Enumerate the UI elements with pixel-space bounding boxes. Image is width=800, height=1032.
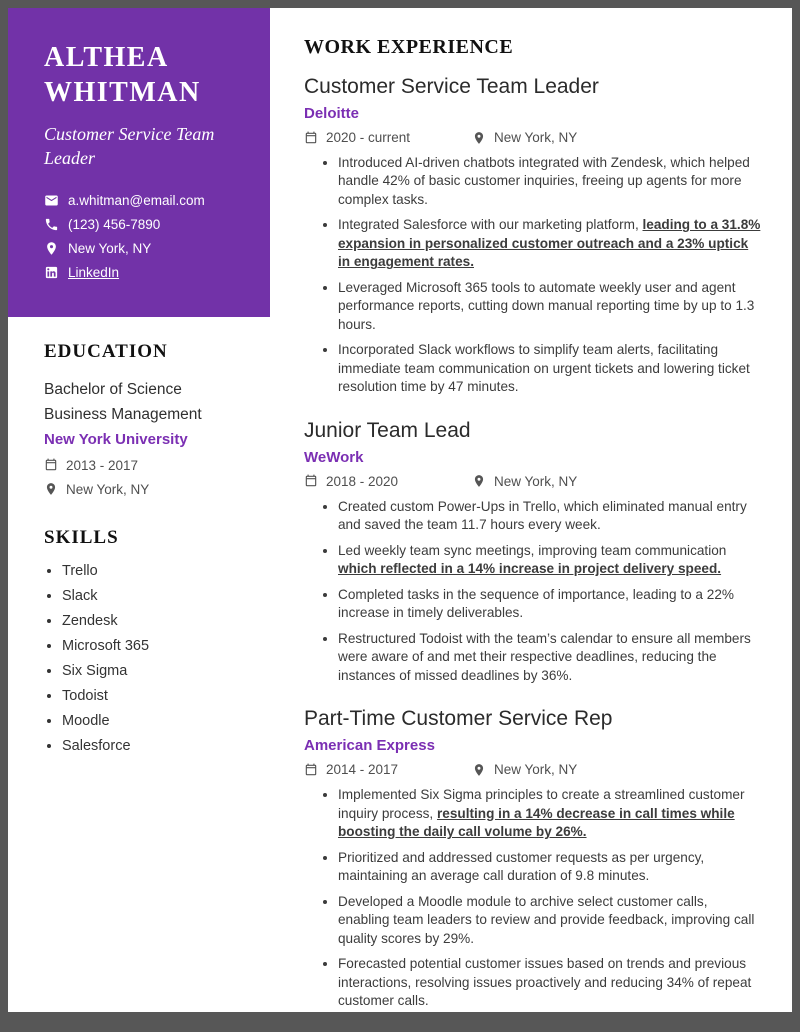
- job-location-text: New York, NY: [494, 762, 578, 778]
- location-pin-icon: [472, 474, 486, 488]
- location-pin-icon: [44, 482, 58, 496]
- job-company: American Express: [304, 737, 435, 755]
- person-title: Customer Service Team Leader: [44, 124, 215, 169]
- bullet-item: • Incorporated Slack workflows to simplify team alerts, facilitating immediate team communication on urgent tickets and lowering ticket resolution time by 47 minutes.: [338, 341, 762, 396]
- job-bullets: [304, 498, 762, 685]
- job-location: [472, 474, 577, 489]
- contact-phone: [44, 217, 244, 232]
- job-title: Part-Time Customer Service Rep: [304, 707, 613, 731]
- contact-block: [44, 193, 244, 280]
- education-degree: Bachelor of Science: [44, 380, 182, 398]
- email-icon: [44, 193, 59, 208]
- education-dates-text: 2013 - 2017: [66, 457, 139, 473]
- education-location: [44, 482, 250, 497]
- calendar-icon: [304, 131, 318, 145]
- bullet-item: • Created custom Power-Ups in Trello, which eliminated manual entry and saved the team 11.7 hours every week.: [338, 498, 762, 535]
- job-meta: [304, 762, 762, 777]
- calendar-icon: [44, 458, 58, 472]
- calendar-icon: [304, 474, 318, 488]
- job-location-text: New York, NY: [494, 130, 578, 145]
- contact-linkedin: [44, 265, 244, 280]
- bullet-item: • Leveraged Microsoft 365 tools to automate weekly user and agent performance reports, cutting down manual reporting time by up to 1.3 hours.: [338, 279, 762, 334]
- resume-page: [8, 8, 792, 1012]
- contact-email: [44, 193, 244, 208]
- job-title: Customer Service Team Leader: [304, 75, 599, 98]
- bullet-item: • Prioritized and addressed customer requests as per urgency, maintaining an average call duration of 9.8 minutes.: [338, 849, 762, 886]
- person-name: ALTHEA WHITMAN: [44, 42, 201, 108]
- bullet-item: • Integrated Salesforce with our marketing platform, leading to a 31.8% expansion in personalized customer outreach and a 23% uptick in engagement rates.: [338, 216, 762, 271]
- education-location-text: New York, NY: [66, 481, 150, 497]
- linkedin-link[interactable]: LinkedIn: [68, 264, 120, 280]
- job-company: WeWork: [304, 448, 364, 466]
- sidebar: [8, 8, 270, 1012]
- education-school: New York University: [44, 430, 188, 448]
- job-company: Deloitte: [304, 105, 360, 122]
- skill-item: • Microsoft 365: [62, 638, 250, 654]
- skill-item: • Zendesk: [62, 613, 250, 629]
- job-dates-text: 2020 - current: [326, 130, 411, 145]
- job-entry: [304, 419, 762, 685]
- location-pin-icon: [472, 763, 486, 777]
- skill-item: • Todoist: [62, 688, 250, 704]
- job-dates: [304, 474, 472, 489]
- job-location: [472, 762, 577, 777]
- bullet-item: • Implemented Six Sigma principles to create a streamlined customer inquiry process, resulting in a 14% decrease in call times while boosting the daily call volume by 26%.: [338, 786, 762, 841]
- job-meta: [304, 474, 762, 489]
- job-title: Junior Team Lead: [304, 418, 471, 442]
- education-field: Business Management: [44, 406, 202, 424]
- skill-item: • Moodle: [62, 713, 250, 729]
- location-pin-icon: [472, 131, 486, 145]
- phone-icon: [44, 217, 59, 232]
- email-text: a.whitman@email.com: [68, 192, 205, 208]
- skills-heading: SKILLS: [44, 526, 119, 548]
- sidebar-header: [8, 8, 270, 317]
- skills-list: [44, 563, 250, 754]
- bullet-item: • Introduced AI-driven chatbots integrated with Zendesk, which helped handle 42% of basic customer inquiries, freeing up agents for more complex tasks.: [338, 154, 762, 209]
- skill-item: • Trello: [62, 563, 250, 579]
- location-pin-icon: [44, 241, 59, 256]
- bullet-item: • Restructured Todoist with the team’s calendar to ensure all members were aware of and met their respective deadlines, reducing the instances of missed deadlines by 36%.: [338, 630, 762, 685]
- job-bullets: [304, 786, 762, 1010]
- job-dates: [304, 130, 472, 145]
- job-dates-text: 2014 - 2017: [326, 762, 399, 778]
- main-content: [270, 8, 792, 1012]
- location-text: New York, NY: [68, 240, 152, 256]
- skills-section: [44, 527, 250, 754]
- work-experience-heading: WORK EXPERIENCE: [304, 36, 514, 58]
- phone-text: (123) 456-7890: [68, 216, 161, 232]
- education-heading: EDUCATION: [44, 340, 168, 362]
- job-entry: [304, 707, 762, 1010]
- bullet-item: • Led weekly team sync meetings, improving team communication which reflected in a 14% increase in project delivery speed.: [338, 542, 762, 579]
- job-entry: [304, 75, 762, 397]
- job-meta: [304, 130, 762, 145]
- job-location: [472, 130, 577, 145]
- job-location-text: New York, NY: [494, 473, 578, 489]
- sidebar-body: [8, 317, 270, 754]
- job-bullets: [304, 154, 762, 397]
- calendar-icon: [304, 763, 318, 777]
- skill-item: • Salesforce: [62, 738, 250, 754]
- bullet-item: • Developed a Moodle module to archive select customer calls, enabling team leaders to review and provide feedback, improving call quality scores by 29%.: [338, 893, 762, 948]
- bullet-item: • Completed tasks in the sequence of importance, leading to a 22% increase in timely deliverables.: [338, 586, 762, 623]
- skill-item: • Six Sigma: [62, 663, 250, 679]
- education-dates: [44, 458, 250, 473]
- linkedin-icon: [44, 265, 59, 280]
- contact-location: [44, 241, 244, 256]
- skill-item: • Slack: [62, 588, 250, 604]
- job-dates: [304, 762, 472, 777]
- bullet-item: • Forecasted potential customer issues based on trends and previous interactions, resolving issues proactively and reducing 34% of repeat customer calls.: [338, 955, 762, 1010]
- job-dates-text: 2018 - 2020: [326, 473, 399, 489]
